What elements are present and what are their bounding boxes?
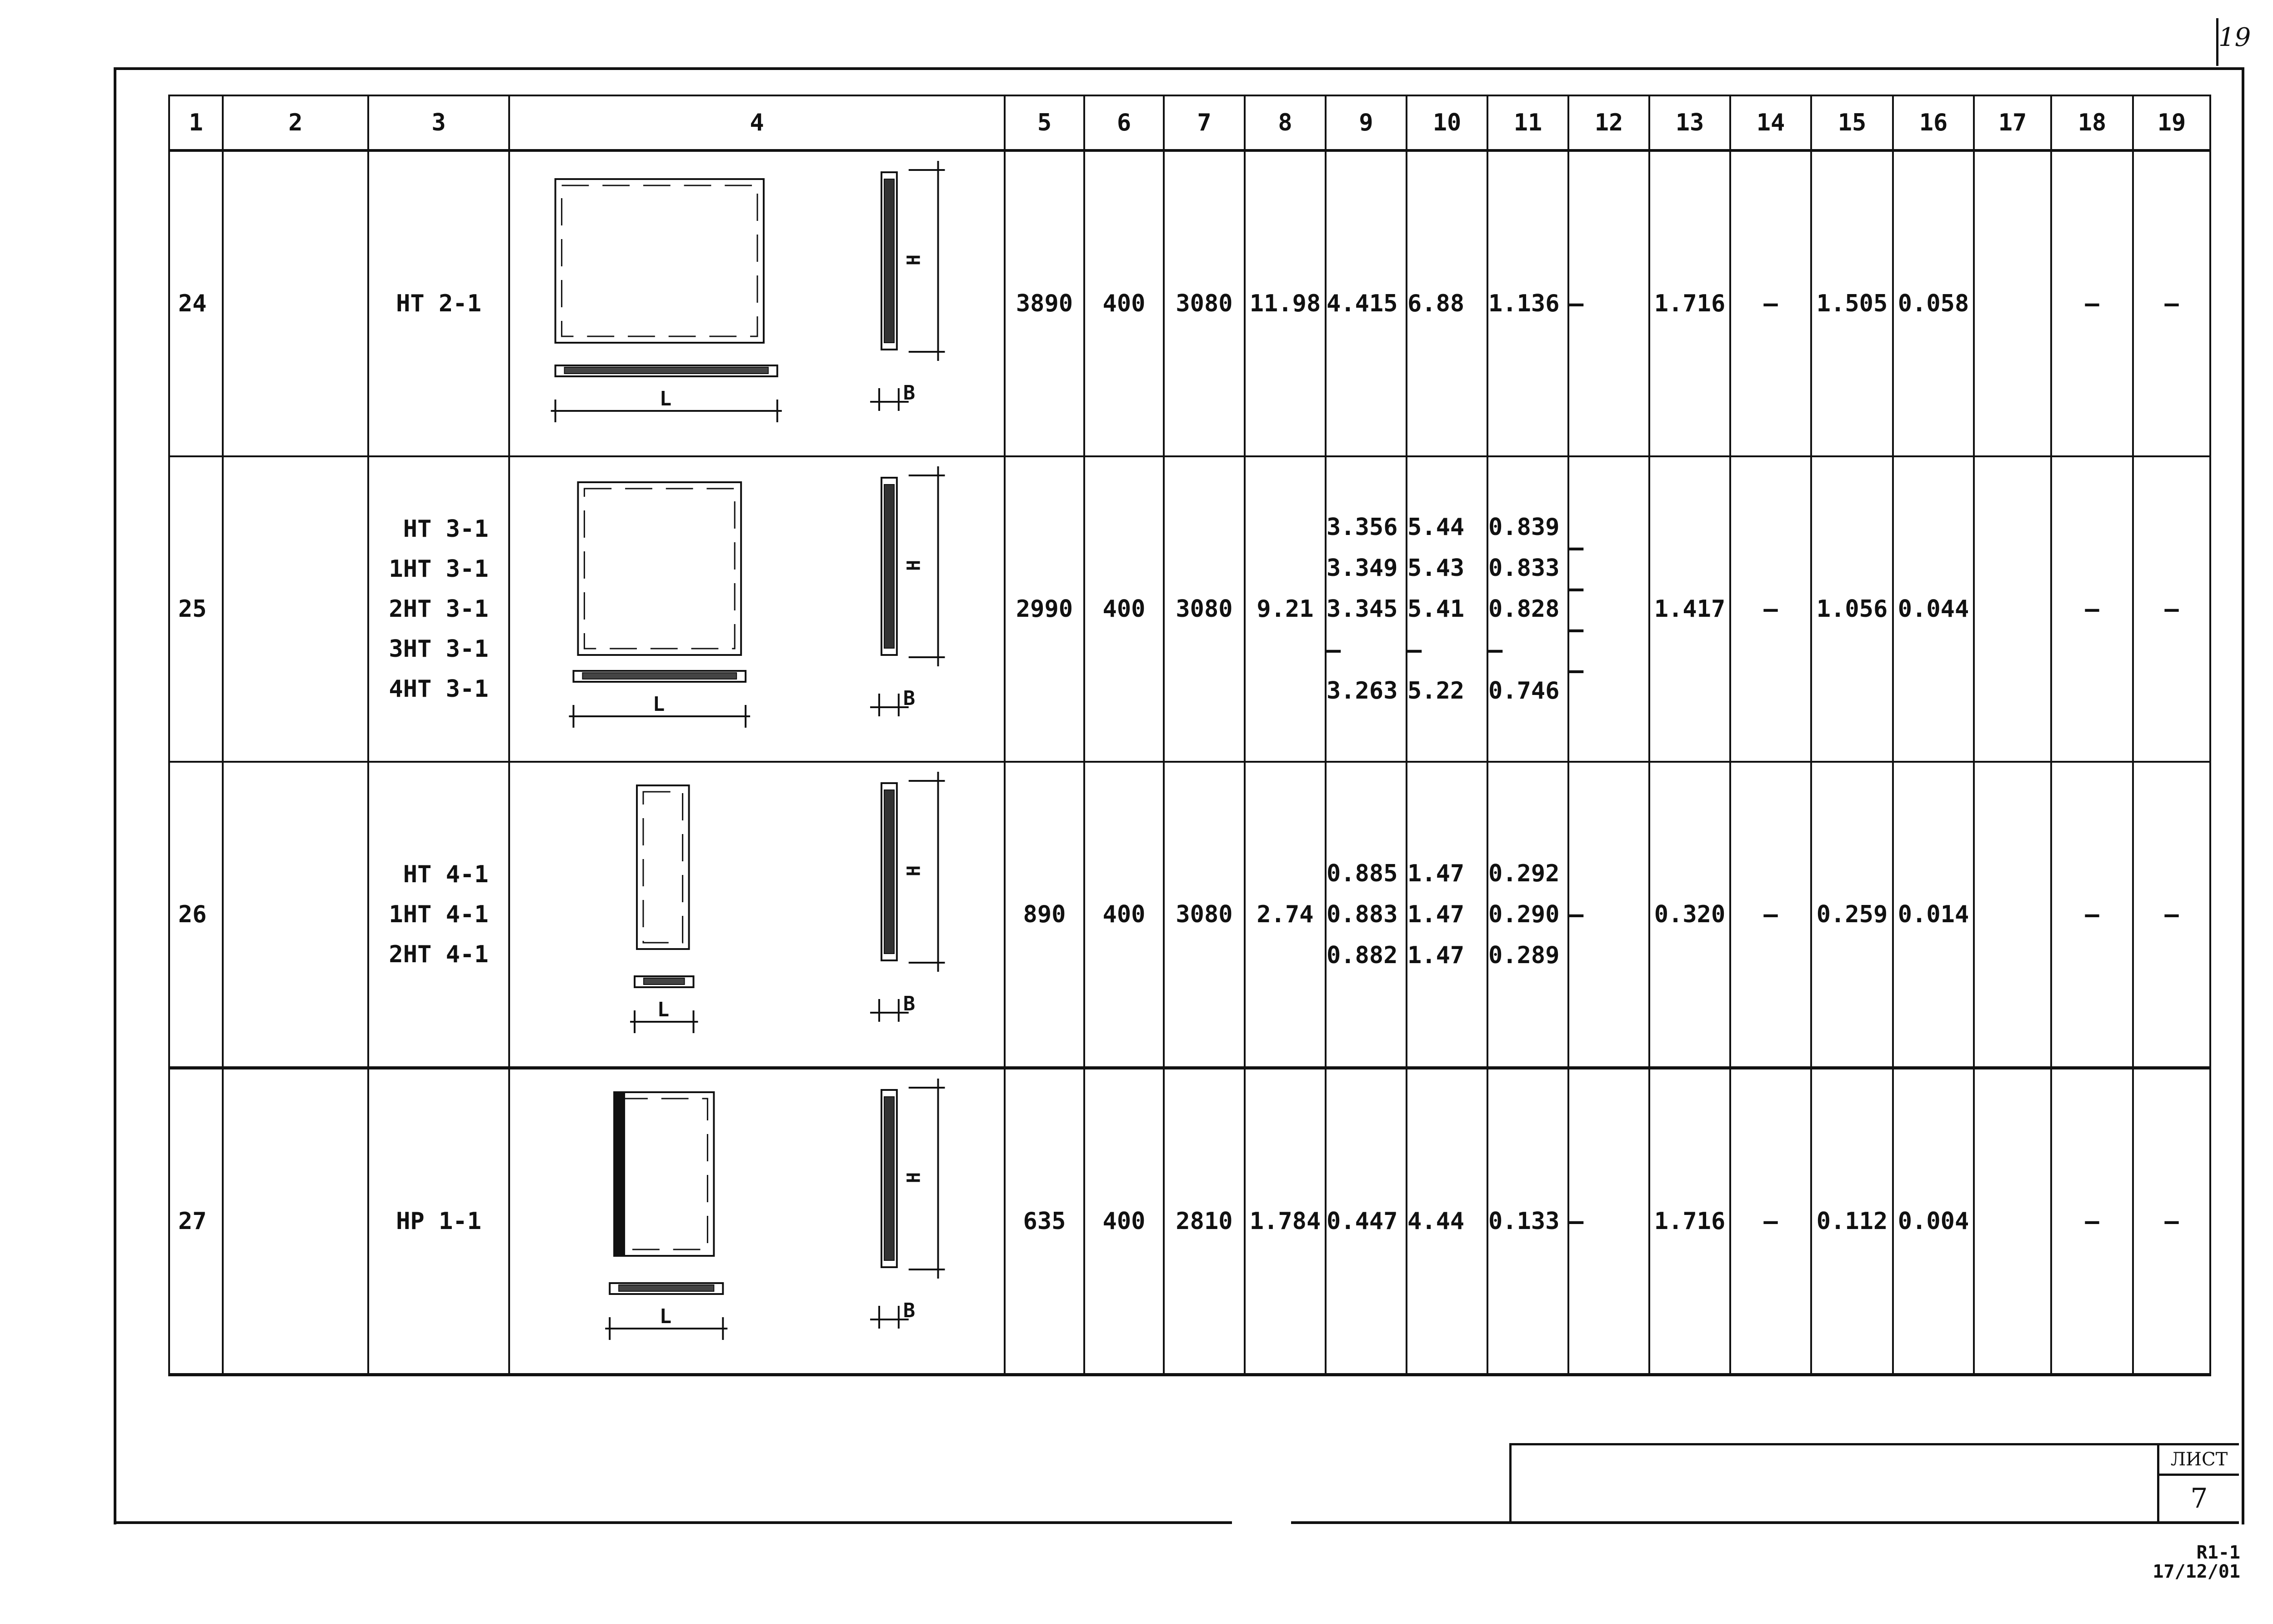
panel-mark: НТ 3-1: [403, 515, 489, 543]
column-header-7: 7: [1164, 95, 1245, 150]
cell-c15: [1811, 456, 1893, 762]
cell-value-list: [1327, 290, 1406, 317]
panel-sketch-cell: [509, 150, 1005, 456]
cell-c5: [1005, 762, 1084, 1068]
cell-value: 0.828: [1488, 595, 1560, 623]
cell-value: 0.885: [1327, 860, 1398, 887]
cell-c15: [1811, 762, 1893, 1068]
cell-value: 4.415: [1327, 290, 1398, 317]
document-code-line2: 17/12/01: [2153, 1561, 2240, 1582]
panel-mark-list: [396, 290, 481, 317]
sheet-label: ЛИСТ: [2159, 1445, 2239, 1476]
column-header-6: 6: [1084, 95, 1164, 150]
cell-value: –: [1407, 636, 1422, 664]
column-header-5: 5: [1005, 95, 1084, 150]
cell-c19: [2133, 150, 2210, 456]
cell-c9: [1326, 762, 1407, 1068]
panel-mark: 3НТ 3-1: [389, 635, 489, 663]
cell-value: 0.746: [1488, 677, 1560, 705]
cell-value: –: [1763, 1208, 1778, 1235]
cell-c15: [1811, 150, 1893, 456]
table-row: [169, 456, 2210, 762]
column-header-12: 12: [1568, 95, 1649, 150]
panel-mark: 4НТ 3-1: [389, 675, 489, 703]
column-header-18: 18: [2051, 95, 2133, 150]
cell-value: –: [1569, 901, 1584, 928]
table-header-row: [169, 95, 2210, 150]
column-header-2: 2: [223, 95, 368, 150]
cell-c8: [1245, 1068, 1326, 1375]
cell-value: –: [1569, 1208, 1584, 1235]
cell-value: 0.883: [1327, 901, 1398, 928]
cell-value: 0.259: [1816, 901, 1888, 928]
cell-value: 3.345: [1327, 595, 1398, 623]
panel-mark: 2НТ 3-1: [389, 595, 489, 623]
cell-c7: [1164, 456, 1245, 762]
cell-value-list: [1407, 290, 1487, 317]
cell-value: 24: [178, 290, 207, 317]
dimension-height-label: H: [903, 865, 925, 876]
dimension-height-label: H: [903, 254, 925, 265]
panel-sketch-cell: [509, 456, 1005, 762]
table-row: [169, 762, 2210, 1068]
cell-value: 1.417: [1654, 595, 1726, 623]
cell-value: 0.112: [1816, 1208, 1888, 1235]
column-header-16: 16: [1893, 95, 1974, 150]
cell-c17: [1974, 1068, 2051, 1375]
cell-c7: [1164, 762, 1245, 1068]
table-row: [169, 1068, 2210, 1375]
cell-value: 0.014: [1898, 901, 1969, 928]
cell-value-list: [1407, 514, 1487, 705]
column-header-19: 19: [2133, 95, 2210, 150]
document-code-line1: R1-1: [2196, 1542, 2240, 1563]
cell-c16: [1893, 456, 1974, 762]
cell-value: –: [1569, 575, 1584, 602]
cell-c16: [1893, 150, 1974, 456]
cell-c10: [1407, 1068, 1487, 1375]
cell-value: 6.88: [1407, 290, 1465, 317]
cell-value: 27: [178, 1208, 207, 1235]
empty-cell: [223, 150, 368, 456]
panel-mark-list: [389, 861, 488, 968]
panel-mark-list: [396, 1208, 481, 1235]
cell-c18: [2051, 1068, 2133, 1375]
panel-sketch: [510, 1069, 1004, 1373]
cell-c18: [2051, 150, 2133, 456]
cell-value: 5.41: [1407, 595, 1465, 623]
empty-cell: [223, 1068, 368, 1375]
sheet-value: 7: [2190, 1483, 2208, 1514]
cell-value: 0.833: [1488, 555, 1560, 582]
cell-value: –: [2164, 1208, 2179, 1235]
cell-c7: [1164, 1068, 1245, 1375]
cell-c14: [1730, 1068, 1811, 1375]
panel-sketch: [510, 152, 1004, 455]
column-header-14: 14: [1730, 95, 1811, 150]
cell-value: 0.004: [1898, 1208, 1969, 1235]
cell-c18: [2051, 456, 2133, 762]
cell-value: –: [2164, 595, 2179, 623]
cell-c18: [2051, 762, 2133, 1068]
cell-c15: [1811, 1068, 1893, 1375]
cell-value: 1.47: [1407, 942, 1465, 969]
cell-value-list: [1569, 290, 1648, 317]
cell-c11: [1487, 150, 1568, 456]
cell-c16: [1893, 762, 1974, 1068]
cell-value: 2810: [1176, 1208, 1233, 1235]
column-header-9: 9: [1326, 95, 1407, 150]
cell-c12: [1568, 1068, 1649, 1375]
cell-c6: [1084, 150, 1164, 456]
cell-value: 0.289: [1488, 942, 1560, 969]
cell-value: 0.882: [1327, 942, 1398, 969]
cell-value: 0.839: [1488, 514, 1560, 541]
title-block: [1509, 1443, 2239, 1523]
dimension-width-label: B: [903, 1299, 916, 1323]
cell-value: 5.22: [1407, 677, 1465, 705]
cell-c12: [1568, 150, 1649, 456]
cell-value: 0.447: [1327, 1208, 1398, 1235]
panel-mark: 1НТ 3-1: [389, 555, 489, 583]
cell-value: –: [1569, 534, 1584, 561]
panel-marks: [368, 456, 509, 762]
cell-c10: [1407, 456, 1487, 762]
cell-c11: [1487, 1068, 1568, 1375]
cell-c9: [1326, 456, 1407, 762]
panel-sketch: [510, 457, 1004, 761]
empty-cell: [223, 456, 368, 762]
cell-value: –: [1488, 636, 1503, 664]
dimension-length-label: L: [657, 998, 670, 1022]
panel-sketch-cell: [509, 762, 1005, 1068]
cell-value: 400: [1102, 901, 1146, 928]
cell-value-list: [1327, 860, 1406, 969]
cell-value-list: [1407, 1208, 1487, 1235]
cell-c19: [2133, 1068, 2210, 1375]
column-header-11: 11: [1487, 95, 1568, 150]
dimension-width-label: B: [903, 992, 916, 1016]
cell-value: 890: [1023, 901, 1066, 928]
cell-value: 1.505: [1816, 290, 1888, 317]
cell-value: –: [2164, 901, 2179, 928]
cell-value: 400: [1102, 1208, 1146, 1235]
panel-mark: НР 1-1: [396, 1208, 481, 1235]
cell-c11: [1487, 762, 1568, 1068]
cell-c13: [1649, 762, 1730, 1068]
cell-value: 5.44: [1407, 514, 1465, 541]
cell-value: 5.43: [1407, 555, 1465, 582]
column-header-15: 15: [1811, 95, 1893, 150]
cell-c17: [1974, 456, 2051, 762]
cell-c10: [1407, 762, 1487, 1068]
dimension-width-label: B: [903, 381, 916, 405]
sheet-label-box: [2157, 1445, 2239, 1523]
dimension-length-label: L: [659, 1304, 672, 1329]
cell-value-list: [1407, 860, 1487, 969]
cell-value: 400: [1102, 595, 1146, 623]
panel-mark: 1НТ 4-1: [389, 901, 489, 928]
cell-value: –: [2085, 1208, 2099, 1235]
cell-value: 4.44: [1407, 1208, 1465, 1235]
cell-value: 2990: [1016, 595, 1073, 623]
cell-value: –: [2164, 290, 2179, 317]
cell-value: 0.292: [1488, 860, 1560, 887]
panel-marks: [368, 1068, 509, 1375]
cell-c5: [1005, 1068, 1084, 1375]
row-number: [169, 456, 223, 762]
cell-value: –: [1569, 657, 1584, 684]
cell-c9: [1326, 1068, 1407, 1375]
cell-c7: [1164, 150, 1245, 456]
cell-c13: [1649, 456, 1730, 762]
cell-value: –: [1763, 290, 1778, 317]
cell-c14: [1730, 150, 1811, 456]
table-row: [169, 150, 2210, 456]
cell-value: 635: [1023, 1208, 1066, 1235]
cell-value-list: [1488, 1208, 1567, 1235]
column-header-10: 10: [1407, 95, 1487, 150]
cell-c14: [1730, 456, 1811, 762]
panel-marks: [368, 762, 509, 1068]
cell-value: –: [1569, 616, 1584, 643]
column-header-4: 4: [509, 95, 1005, 150]
cell-value: –: [2085, 901, 2099, 928]
column-header-8: 8: [1245, 95, 1326, 150]
panel-mark: 2НТ 4-1: [389, 941, 489, 968]
cell-value: 3890: [1016, 290, 1073, 317]
cell-value: 3.349: [1327, 555, 1398, 582]
panel-marks: [368, 150, 509, 456]
cell-value: 0.290: [1488, 901, 1560, 928]
cell-c9: [1326, 150, 1407, 456]
sheet-number: 19: [2218, 23, 2251, 52]
cell-value-list: [1327, 1208, 1406, 1235]
cell-value: –: [1569, 290, 1584, 317]
panel-mark-list: [389, 515, 488, 703]
cell-value-list: [1327, 514, 1406, 705]
cell-value: 1.47: [1407, 901, 1465, 928]
cell-value: 1.056: [1816, 595, 1888, 623]
dimension-length-label: L: [652, 692, 665, 716]
panel-sketch: [510, 763, 1004, 1066]
cell-value: 3080: [1176, 901, 1233, 928]
cell-c10: [1407, 150, 1487, 456]
cell-c16: [1893, 1068, 1974, 1375]
cell-value: –: [2085, 595, 2099, 623]
cell-c17: [1974, 150, 2051, 456]
specification-table: [168, 95, 2211, 1376]
cell-value: 9.21: [1257, 595, 1314, 623]
cell-value: 11.98: [1249, 290, 1321, 317]
cell-value: –: [2085, 290, 2099, 317]
dimension-length-label: L: [659, 387, 672, 411]
cell-value: 1.47: [1407, 860, 1465, 887]
row-number: [169, 150, 223, 456]
cell-value: 3.263: [1327, 677, 1398, 705]
cell-c6: [1084, 762, 1164, 1068]
cell-value-list: [1488, 514, 1567, 705]
panel-mark: НТ 4-1: [403, 861, 489, 888]
dimension-height-label: H: [903, 1172, 925, 1183]
column-header-1: 1: [169, 95, 223, 150]
cell-value: –: [1763, 901, 1778, 928]
cell-c8: [1245, 150, 1326, 456]
cell-c6: [1084, 1068, 1164, 1375]
panel-sketch-cell: [509, 1068, 1005, 1375]
empty-cell: [223, 762, 368, 1068]
cell-c12: [1568, 456, 1649, 762]
cell-value: 0.058: [1898, 290, 1969, 317]
cell-value: 0.044: [1898, 595, 1969, 623]
cell-value: 26: [178, 901, 207, 928]
cell-value: 25: [178, 595, 207, 623]
cell-c5: [1005, 150, 1084, 456]
column-header-3: 3: [368, 95, 509, 150]
row-number: [169, 762, 223, 1068]
cell-c6: [1084, 456, 1164, 762]
cell-value-list: [1569, 534, 1648, 684]
cell-c12: [1568, 762, 1649, 1068]
document-code: [2153, 1543, 2240, 1581]
cell-value: 1.784: [1249, 1208, 1321, 1235]
cell-value: 3080: [1176, 290, 1233, 317]
cell-value: 2.74: [1257, 901, 1314, 928]
cell-c17: [1974, 762, 2051, 1068]
dimension-height-label: H: [903, 560, 925, 571]
cell-c14: [1730, 762, 1811, 1068]
cell-value: 3080: [1176, 595, 1233, 623]
cell-c5: [1005, 456, 1084, 762]
cell-value: 0.320: [1654, 901, 1726, 928]
cell-value-list: [1488, 290, 1567, 317]
column-header-17: 17: [1974, 95, 2051, 150]
cell-c11: [1487, 456, 1568, 762]
cell-value-list: [1569, 1208, 1648, 1235]
cell-c19: [2133, 456, 2210, 762]
frame-bottom-line-left: [114, 1521, 1232, 1524]
cell-c19: [2133, 762, 2210, 1068]
cell-value: 1.136: [1488, 290, 1560, 317]
cell-value-list: [1488, 860, 1567, 969]
dimension-width-label: B: [903, 686, 916, 710]
panel-mark: НТ 2-1: [396, 290, 481, 317]
cell-value: 1.716: [1654, 290, 1726, 317]
cell-c13: [1649, 150, 1730, 456]
column-header-13: 13: [1649, 95, 1730, 150]
cell-c8: [1245, 456, 1326, 762]
cell-value: –: [1327, 636, 1341, 664]
row-number: [169, 1068, 223, 1375]
cell-value: 400: [1102, 290, 1146, 317]
cell-value-list: [1569, 901, 1648, 928]
cell-value: 1.716: [1654, 1208, 1726, 1235]
cell-value: 0.133: [1488, 1208, 1560, 1235]
cell-value: –: [1763, 595, 1778, 623]
cell-c8: [1245, 762, 1326, 1068]
cell-value: 3.356: [1327, 514, 1398, 541]
cell-c13: [1649, 1068, 1730, 1375]
